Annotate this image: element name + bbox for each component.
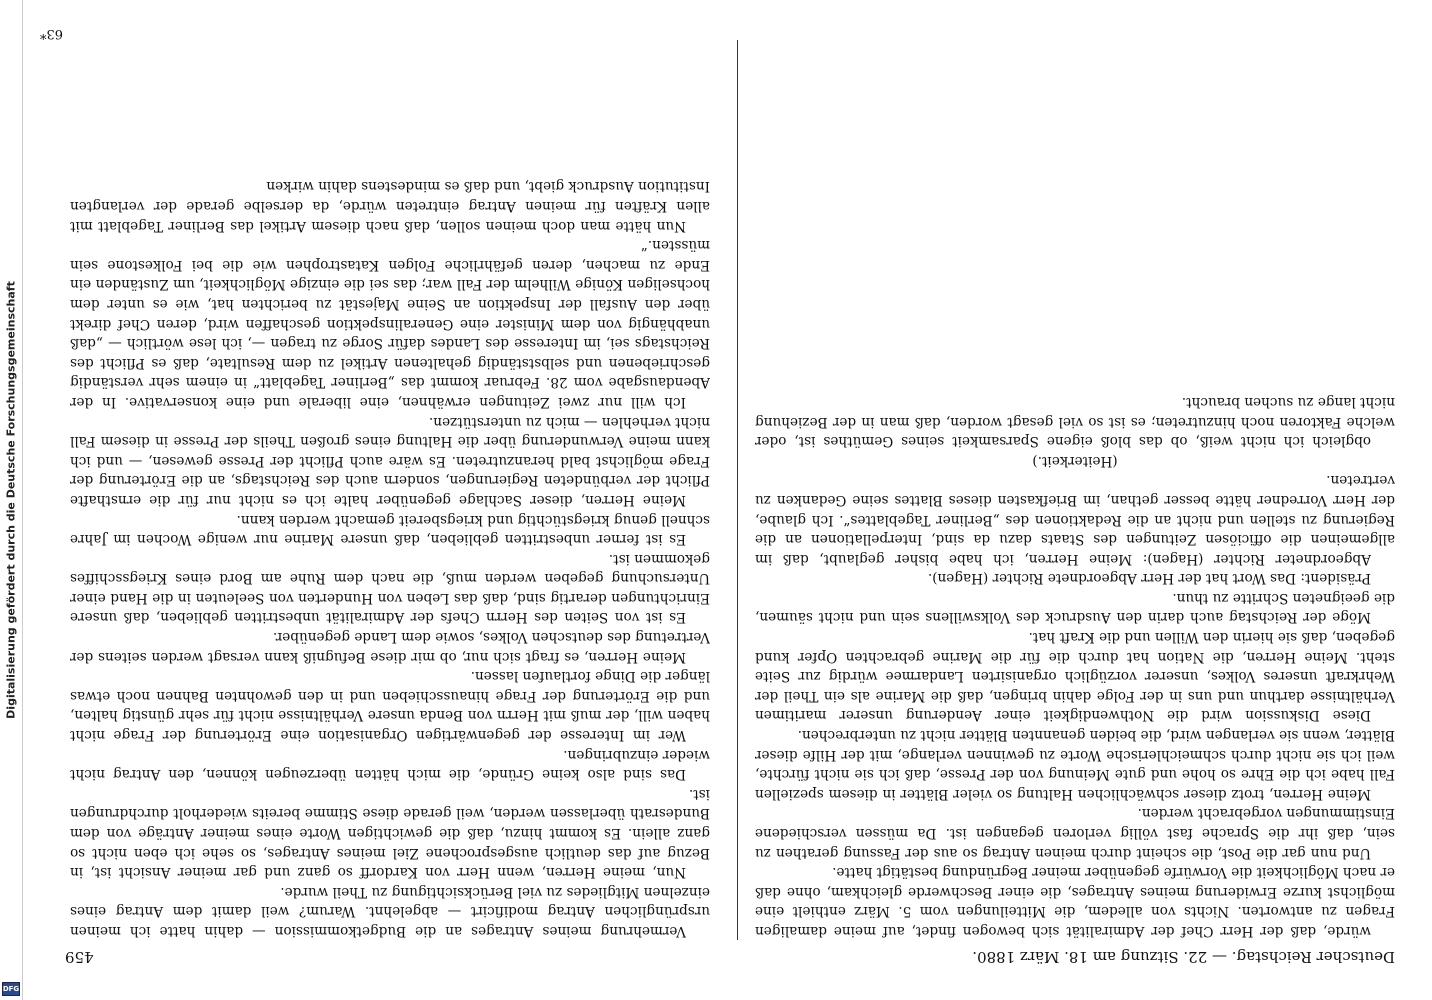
paragraph: obgleich ich nicht weiß, ob das bloß eigene Sparsamkeit seines Gemüthes ist, oder welche Faktoren noch hinzutreten; es ist so viel gesagt worden, daß man in der Beziehung nicht lange zu suchen braucht. bbox=[755, 393, 1395, 450]
right-column bbox=[70, 40, 710, 940]
dfg-logo-icon: DFG bbox=[2, 982, 20, 996]
sheet-signature: 63* bbox=[40, 26, 64, 41]
digitization-credit-strip bbox=[0, 0, 23, 1000]
page-title: Deutscher Reichstag. — 22. Sitzung am 18. März 1880. bbox=[972, 948, 1395, 966]
page-number: 459 bbox=[65, 948, 94, 966]
paragraph: Diese Diskussion wird die Nothwendigkeit einer Aenderung unserer maritimen Verhältnisse darthun und uns in der Folge dahin bringen, daß die Marine als ein Theil der Wehrkraft unseres Volkes, unserer vorzüglich organisirten Landarmee würdig zur Seite steht. Meine Herren, die Nation hat durch die für die Marine gebrachten Opfer kund gegeben, daß sie hierin den Willen und die Kraft hat. bbox=[755, 629, 1395, 724]
paragraph: Meine Herren, es fragt sich nur, ob mir diese Befugniß kann versagt werden seitens der Vertretung des deutschen Volkes, sowie dem Lande gegenüber. bbox=[70, 629, 710, 665]
page-header bbox=[65, 948, 1395, 976]
paragraph: Meine Herren, trotz dieser schwächlichen Haltung so vieler Blätter in diesem speziellen Fall habe ich die Ehre so hohe und gute Meinung von der Presse, daß ich sie nicht fürchte, weil ich sie nicht durch schmeichlerische Worte zu gewinnen verlange, mit der Hilfe dieser Blätter, wenn sie verlangen wird, die beiden genannten Blätter nicht zu unterbrechen. bbox=[755, 727, 1395, 802]
scanned-page bbox=[30, 20, 1410, 980]
paragraph: würde, daß der Herr Chef der Admiralität sich bewogen findet, auf meine damaligen Fragen zu antworten. Nichts von alledem, die Mitteilungen vom 5. März enthielt eine möglichst kurze Erwiderung meines Antrages, die einer Beschwerde gleichkam, ohne daß er nach Möglichkeit die Vorwürfe gegenüber meiner Begründung bestätigt hatte. bbox=[755, 864, 1395, 939]
paragraph: Wer im Interesse der gegenwärtigen Organisation eine Erörterung der Frage nicht haben will, der muß mit Herrn von Benda unsere Verhältnisse nicht für sehr günstig halten, und die Erörterung der Frage hinausschieben und in den gewohnten Bahnen noch etwas länger die Dinge fortlaufen lassen. bbox=[70, 668, 710, 744]
digitization-credit-text: Digitalisierung gefördert durch die Deutsche Forschungsgemeinschaft bbox=[4, 281, 18, 719]
paragraph: Möge der Reichstag auch darin den Ausdruck des Volkswillens sein und nicht säumen, die geeigneten Schritte zu thun. bbox=[755, 589, 1395, 626]
column-divider bbox=[737, 40, 738, 940]
paragraph: Nun hätte man doch meinen sollen, daß nach diesem Artikel das Berliner Tageblatt mit allen Kräften für meinen Antrag eintreten würde, da derselbe gerade der verlangten Institution Ausdruck giebt, und daß es mindestens dahin wirken bbox=[70, 178, 710, 234]
paragraph: Nun, meine Herren, wenn Herr von Kardorff so ganz und gar meiner Ansicht ist, in Bezug auf das deutlich ausgesprochene Ziel meines Antrages, so sehe ich eben nicht so ganz allein. Es kommt hinzu, daß die gewichtigen Worte eines meiner Anträge von dem Bundesrath überlassen werden, weil gerade diese Stimme bereits wiederholt durchdrungen ist. bbox=[70, 785, 710, 881]
paragraph: (Heiterkeit.) bbox=[1032, 452, 1118, 469]
paragraph: Es ist von Seiten des Herrn Chefs der Admiralität unbestritten geblieben, daß unsere Einrichtungen derartig sind, daß das Leben von Hunderten von Seeleuten in die Hand einer Untersuchung gegeben werden muß, die nach dem Ruhe am Bord eines Kriegsschiffes gekommen ist. bbox=[70, 550, 710, 626]
left-column bbox=[755, 40, 1395, 940]
paragraph: Es ist ferner unbestritten geblieben, daß unsere Marine nur wenige Wochen im Jahre schnell genug kriegstüchtig und kriegsbereit gemacht werden kann. bbox=[70, 511, 710, 548]
paragraph: Präsident: Das Wort hat der Herr Abgeordnete Richter (Hagen). bbox=[927, 570, 1371, 587]
paragraph: Ich will nur zwei Zeitungen erwähnen, eine liberale und eine konservative. In der Abendausgabe vom 28. Februar kommt das „Berliner Tageblatt“ in einem sehr verständig geschriebenen und selbstständig gehaltenen Artikel zu dem Resultate, daß es Pflicht des Reichstags sei, im Interesse des Landes dafür Sorge zu tragen —, ich lese wörtlich — „daß unabhängig von dem Minister eine Generalinspektion geschaffen wird, deren Chef direkt über den Ausfall der Inspektion an Seine Majestät zu berichten hat, wie es unter dem hochseligen Könige Wilhelm der Fall war; das sei die einzige Möglichkeit, um Zuständen ein Ende zu machen, deren gefährliche Folgen Katastrophen wie die bei Folkestone sein müssten.“ bbox=[70, 237, 710, 410]
paragraph: Und nun gar die Post, die scheint durch meinen Antrag so aus der Fassung gerathen zu sein, daß ihr die Sprache fast völlig verloren gegangen ist. Da müssen verschiedene Einstimmungen vorgebracht werden. bbox=[755, 805, 1395, 861]
paragraph: Vermehrung meines Antrages an die Budgetkommission — dahin hatte ich meinen ursprünglichen Antrag modificirt — abgelehnt. Warum? weil damit dem Antrag eines einzelnen Mitgliedes zu viel Berücksichtigung zu Theil wurde. bbox=[70, 883, 710, 939]
paragraph: Abgeordneter Richter (Hagen): Meine Herren, ich habe bisher geglaubt, daß im allgemeinen die officiösen Zeitungen des Staats dazu da sind, Interpellationen an die Regierung zu stellen und nicht an die Redaktionen des „Berliner Tageblattes“. Ich glaube, der Herr Vorredner hätte besser gethan, im Briefkasten dieses Blattes seine Gedanken zu vertreten. bbox=[755, 472, 1395, 567]
paragraph: Das sind also keine Gründe, die mich hätten überzeugen können, den Antrag nicht wieder einzubringen. bbox=[70, 746, 710, 783]
paragraph: Meine Herren, dieser Sachlage gegenüber halte ich es nicht nur für die ernsthafte Pflicht der verbündeten Regierungen, sondern auch des Reichstags, an die Erörterung der Frage möglichst bald heranzutreten. Es wäre auch Pflicht der Presse gewesen, — und ich kann meine Verwunderung über die Haltung eines großen Theils der Presse in diesem Fall nicht verhehlen — mich zu unterstützen. bbox=[70, 413, 710, 508]
